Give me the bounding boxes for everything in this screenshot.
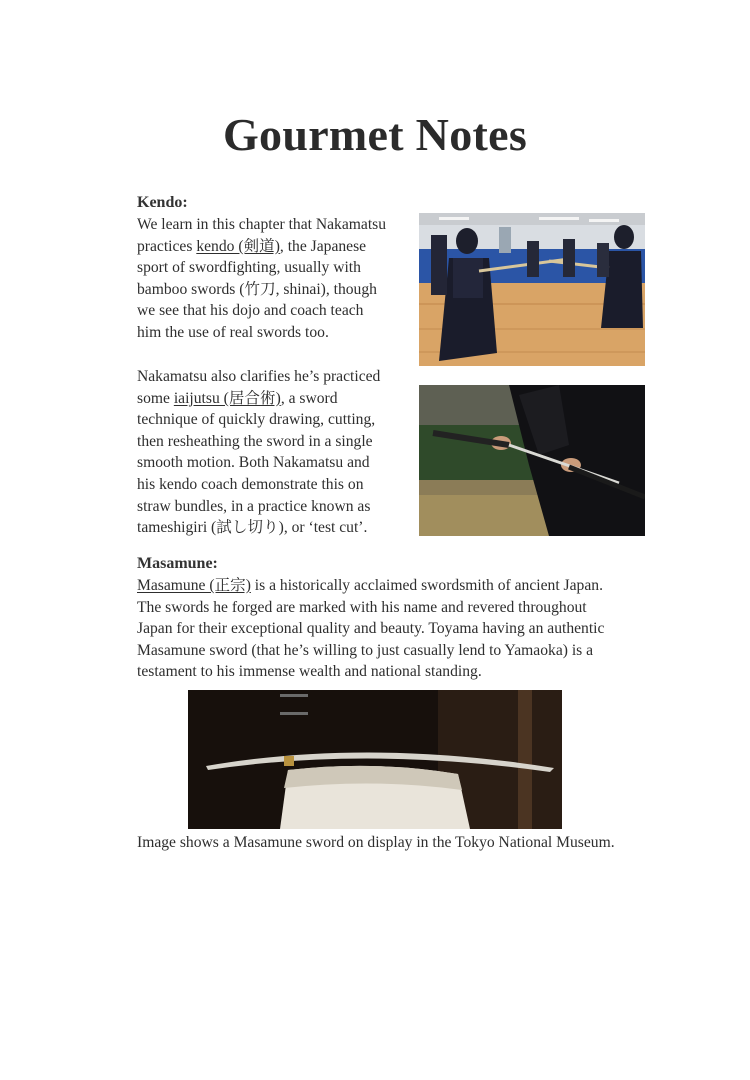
text-line: his kendo coach demonstrate this on: [137, 475, 364, 493]
text-line: technique of quickly drawing, cutting,: [137, 411, 376, 429]
text-line: him the use of real swords too.: [137, 323, 329, 341]
iaijutsu-link[interactable]: iaijutsu (居合術): [173, 389, 281, 407]
page-title: Gourmet Notes: [222, 109, 528, 160]
text-line: tameshigiri (試し切り), or ‘test cut’.: [137, 519, 368, 537]
text-line: Masamune (正宗) is a historically acclaimed swordsmith of ancient Japan.: [137, 577, 603, 594]
text-line: testament to his immense wealth and national standing.: [137, 663, 482, 681]
kendo-paragraph: [137, 214, 386, 344]
kendo-heading: Kendo:: [137, 194, 188, 211]
text-line: Nakamatsu also clarifies he’s practiced: [137, 368, 381, 385]
masamune-link[interactable]: Masamune (正宗): [137, 577, 251, 594]
text-line: We learn in this chapter that Nakamatsu: [137, 216, 387, 233]
iaijutsu-paragraph: [137, 366, 380, 539]
kendo-dojo-photo: [419, 213, 645, 366]
text-line: The swords he forged are marked with his name and revered throughout: [137, 598, 587, 616]
text-line: sport of swordfighting, usually with: [137, 259, 361, 277]
text-line: some iaijutsu (居合術), a sword: [137, 389, 338, 407]
image-caption: Image shows a Masamune sword on display in the Tokyo National Museum.: [137, 834, 615, 851]
kendo-link[interactable]: kendo (剣道): [196, 237, 280, 255]
masamune-sword-photo: [188, 690, 562, 829]
text-line: Japan for their exceptional quality and beauty. Toyama having an authentic: [137, 620, 605, 638]
text-line: straw bundles, in a practice known as: [137, 497, 371, 515]
masamune-paragraph: [137, 575, 604, 683]
iaijutsu-photo: [419, 385, 645, 536]
text-line: we see that his dojo and coach teach: [137, 302, 364, 320]
text-line: Masamune sword (that he’s willing to just casually lend to Yamaoka) is a: [137, 641, 594, 659]
text-line: smooth motion. Both Nakamatsu and: [137, 454, 370, 472]
masamune-heading: Masamune:: [137, 555, 218, 572]
text-line: bamboo swords (竹刀, shinai), though: [137, 280, 377, 298]
text-line: then resheathing the sword in a single: [137, 432, 373, 450]
text-line: practices kendo (剣道), the Japanese: [137, 237, 367, 255]
